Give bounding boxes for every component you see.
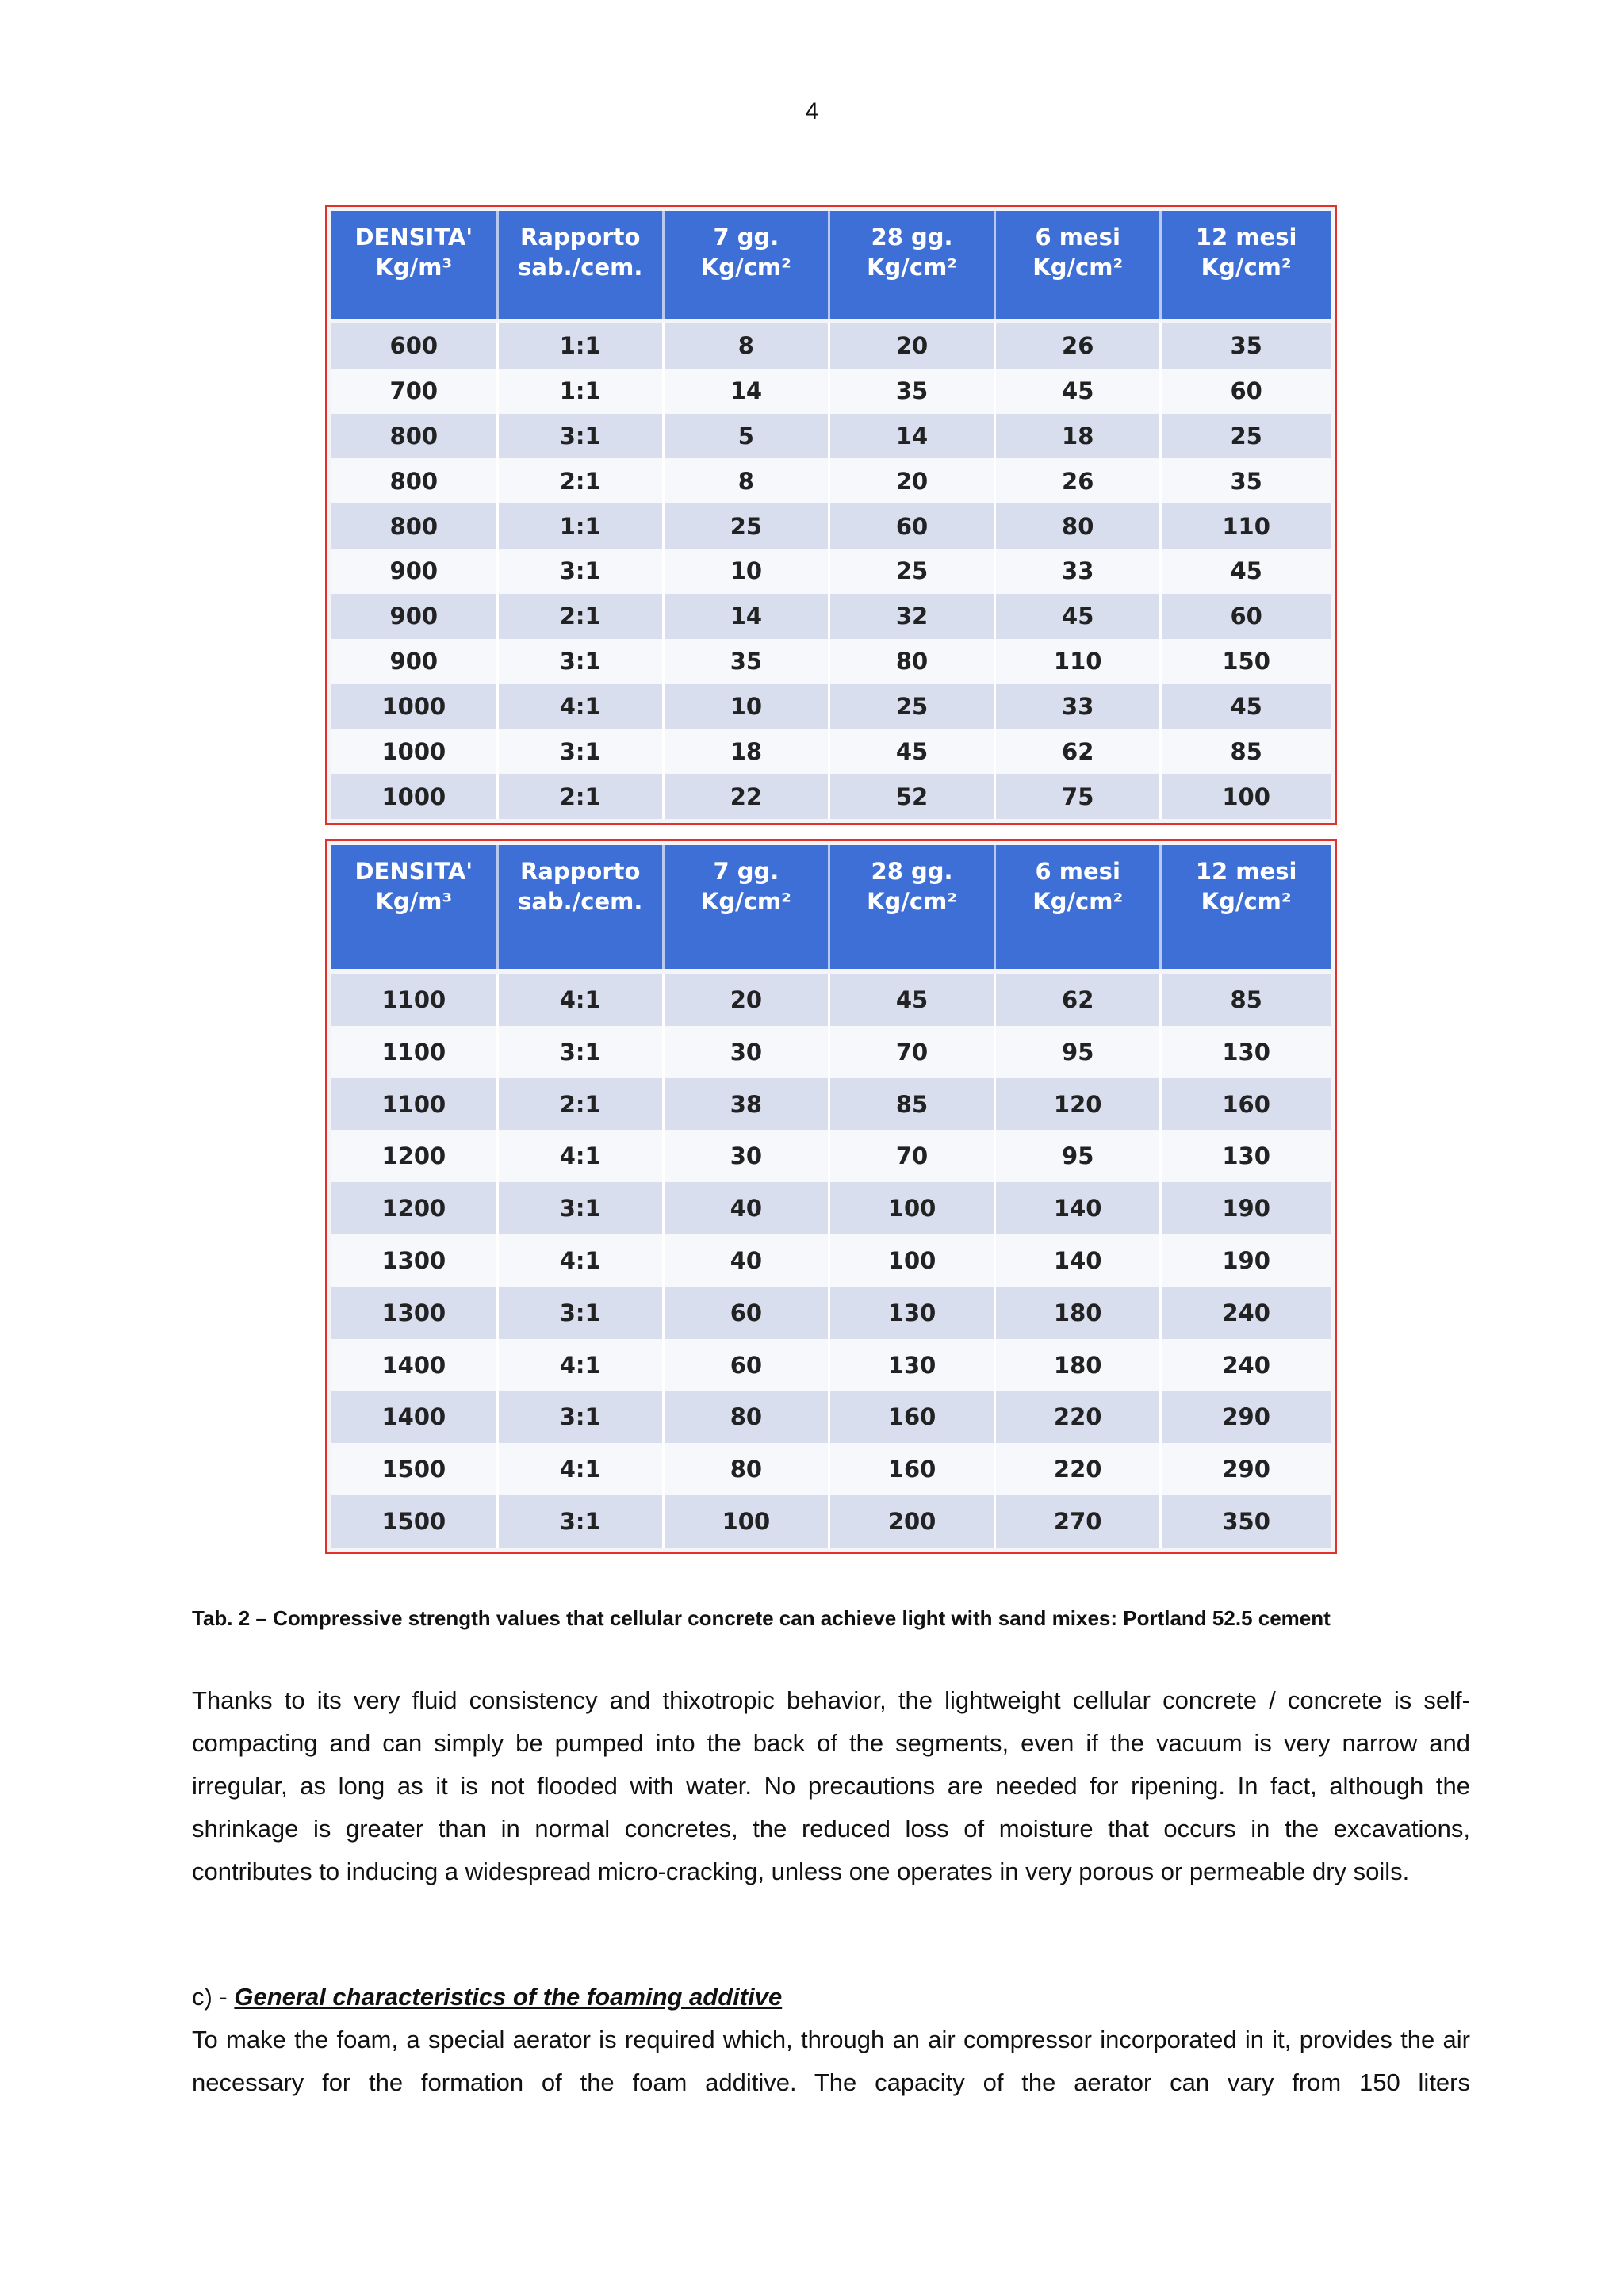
table-cell: 1400 [331,1391,497,1444]
table-cell: 4:1 [497,684,663,729]
table-cell: 60 [1161,369,1331,414]
table-header-row [331,845,1331,969]
table-cell: 33 [995,684,1161,729]
header-ratio: Rapporto sab./cem. [497,211,663,319]
header-12-months: 12 mesi Kg/cm² [1161,845,1331,969]
table-row [331,729,1331,774]
table-cell: 32 [829,594,994,639]
table-cell: 45 [829,974,994,1026]
header-7-days: 7 gg. Kg/cm² [663,211,829,319]
table-cell: 3:1 [497,639,663,684]
table-cell: 100 [663,1495,829,1548]
table-cell: 270 [995,1495,1161,1548]
table-row [331,1026,1331,1078]
table-cell: 4:1 [497,974,663,1026]
table-cell: 3:1 [497,549,663,594]
table-cell: 3:1 [497,1026,663,1078]
table-cell: 180 [995,1287,1161,1339]
table-cell: 10 [663,684,829,729]
table-cell: 62 [995,729,1161,774]
table-row [331,1443,1331,1495]
table-cell: 220 [995,1391,1161,1444]
table-cell: 14 [663,594,829,639]
table-cell: 1200 [331,1182,497,1234]
table-row [331,684,1331,729]
table-cell: 85 [829,1078,994,1131]
table-cell: 18 [663,729,829,774]
table-cell: 1000 [331,774,497,819]
table-cell: 1400 [331,1339,497,1391]
table-cell: 100 [829,1182,994,1234]
table-cell: 1100 [331,974,497,1026]
table-cell: 700 [331,369,497,414]
table-cell: 2:1 [497,774,663,819]
table-cell: 900 [331,639,497,684]
table-row [331,774,1331,819]
table-cell: 95 [995,1026,1161,1078]
table-cell: 70 [829,1130,994,1182]
table-cell: 130 [829,1287,994,1339]
table-cell: 190 [1161,1182,1331,1234]
table-cell: 3:1 [497,1182,663,1234]
strength-table-2-frame [325,839,1337,1554]
strength-table-2-body [331,974,1331,1548]
table-row [331,1078,1331,1131]
table-cell: 62 [995,974,1161,1026]
table-cell: 3:1 [497,1391,663,1444]
table-cell: 1500 [331,1495,497,1548]
table-cell: 4:1 [497,1443,663,1495]
table-cell: 85 [1161,729,1331,774]
table-cell: 18 [995,414,1161,459]
table-cell: 1000 [331,729,497,774]
table-cell: 5 [663,414,829,459]
table-cell: 1:1 [497,369,663,414]
table-cell: 30 [663,1026,829,1078]
table-cell: 900 [331,549,497,594]
table-cell: 40 [663,1182,829,1234]
table-cell: 60 [829,503,994,549]
table-row [331,1130,1331,1182]
table-cell: 110 [1161,503,1331,549]
table-header-row [331,211,1331,319]
table-cell: 38 [663,1078,829,1131]
table-cell: 35 [829,369,994,414]
table-row [331,639,1331,684]
table-cell: 25 [663,503,829,549]
table-cell: 30 [663,1130,829,1182]
table-cell: 2:1 [497,1078,663,1131]
table-cell: 1:1 [497,503,663,549]
table-cell: 80 [995,503,1161,549]
table-cell: 160 [1161,1078,1331,1131]
table-cell: 290 [1161,1391,1331,1444]
strength-table-1-body [331,323,1331,819]
table-cell: 800 [331,458,497,503]
table-cell: 10 [663,549,829,594]
table-cell: 4:1 [497,1234,663,1287]
table-cell: 22 [663,774,829,819]
section-prefix: c) - [192,1983,235,2011]
strength-table-1 [331,211,1331,819]
table-cell: 3:1 [497,729,663,774]
strength-table-2 [331,845,1331,1548]
table-cell: 4:1 [497,1339,663,1391]
table-cell: 80 [663,1391,829,1444]
page-number: 4 [805,98,819,124]
table-cell: 100 [1161,774,1331,819]
table-cell: 2:1 [497,594,663,639]
table-cell: 35 [1161,323,1331,369]
header-28-days: 28 gg. Kg/cm² [829,845,994,969]
table-cell: 800 [331,414,497,459]
table-cell: 3:1 [497,1287,663,1339]
table-row [331,369,1331,414]
table-cell: 20 [663,974,829,1026]
table-cell: 14 [663,369,829,414]
table-cell: 75 [995,774,1161,819]
table-cell: 190 [1161,1234,1331,1287]
table-cell: 2:1 [497,458,663,503]
table-cell: 1100 [331,1078,497,1131]
table-cell: 70 [829,1026,994,1078]
table-cell: 1100 [331,1026,497,1078]
table-cell: 150 [1161,639,1331,684]
section-title: General characteristics of the foaming additive [234,1983,783,2011]
table-row [331,323,1331,369]
header-density: DENSITA' Kg/m³ [331,845,497,969]
table-cell: 45 [1161,684,1331,729]
table-row [331,1391,1331,1444]
table-cell: 600 [331,323,497,369]
table-cell: 160 [829,1443,994,1495]
table-cell: 140 [995,1234,1161,1287]
table-cell: 40 [663,1234,829,1287]
table-row [331,1287,1331,1339]
table-row [331,594,1331,639]
header-28-days: 28 gg. Kg/cm² [829,211,994,319]
table-cell: 3:1 [497,1495,663,1548]
table-cell: 1300 [331,1287,497,1339]
table-row [331,1495,1331,1548]
table-cell: 20 [829,458,994,503]
table-cell: 33 [995,549,1161,594]
table-cell: 160 [829,1391,994,1444]
paragraph-fluidity: Thanks to its very fluid consistency and thixotropic behavior, the lightweight cellular concrete / concrete is self-compacting and can simply be pumped into the back of the segments, even if the vacuum is very narrow and irregular, as long as it is not flooded with water. No precautions are needed for ripening. In fact, although the shrinkage is greater than in normal concretes, the reduced loss of moisture that occurs in the excavations, contributes to inducing a widespread micro-cracking, unless one operates in very porous or permeable dry soils. [192,1686,1470,1885]
table-cell: 45 [1161,549,1331,594]
table-cell: 95 [995,1130,1161,1182]
table-row [331,503,1331,549]
table-cell: 45 [829,729,994,774]
table-cell: 60 [1161,594,1331,639]
strength-table-1-frame [325,205,1337,825]
table-cell: 1500 [331,1443,497,1495]
table-cell: 25 [829,549,994,594]
table-cell: 180 [995,1339,1161,1391]
header-ratio: Rapporto sab./cem. [497,845,663,969]
table-cell: 110 [995,639,1161,684]
table-cell: 240 [1161,1339,1331,1391]
table-cell: 290 [1161,1443,1331,1495]
table-row [331,1234,1331,1287]
table-cell: 4:1 [497,1130,663,1182]
table-cell: 1:1 [497,323,663,369]
table-cell: 60 [663,1339,829,1391]
table-cell: 1200 [331,1130,497,1182]
header-6-months: 6 mesi Kg/cm² [995,845,1161,969]
table-cell: 26 [995,323,1161,369]
header-7-days: 7 gg. Kg/cm² [663,845,829,969]
table-cell: 80 [829,639,994,684]
table-cell: 14 [829,414,994,459]
table-cell: 25 [1161,414,1331,459]
table-row [331,1182,1331,1234]
table-row [331,414,1331,459]
table-cell: 35 [1161,458,1331,503]
table-cell: 350 [1161,1495,1331,1548]
table-cell: 130 [1161,1130,1331,1182]
table-cell: 1300 [331,1234,497,1287]
table-cell: 45 [995,369,1161,414]
table-cell: 130 [829,1339,994,1391]
table-cell: 130 [1161,1026,1331,1078]
table-cell: 8 [663,323,829,369]
table-cell: 26 [995,458,1161,503]
table-cell: 20 [829,323,994,369]
table-cell: 3:1 [497,414,663,459]
table-cell: 240 [1161,1287,1331,1339]
table-cell: 25 [829,684,994,729]
table-cell: 120 [995,1078,1161,1131]
table-caption: Tab. 2 – Compressive strength values that cellular concrete can achieve light with sand mixes: Portland 52.5 cement [192,1606,1331,1630]
table-cell: 220 [995,1443,1161,1495]
header-12-months: 12 mesi Kg/cm² [1161,211,1331,319]
table-cell: 100 [829,1234,994,1287]
header-density: DENSITA' Kg/m³ [331,211,497,319]
table-cell: 45 [995,594,1161,639]
table-cell: 8 [663,458,829,503]
table-row [331,549,1331,594]
table-cell: 35 [663,639,829,684]
table-cell: 80 [663,1443,829,1495]
table-cell: 140 [995,1182,1161,1234]
table-cell: 60 [663,1287,829,1339]
table-row [331,974,1331,1026]
section-heading [192,1976,782,2019]
table-cell: 900 [331,594,497,639]
table-cell: 200 [829,1495,994,1548]
table-cell: 800 [331,503,497,549]
table-row [331,458,1331,503]
table-cell: 52 [829,774,994,819]
header-6-months: 6 mesi Kg/cm² [995,211,1161,319]
table-cell: 1000 [331,684,497,729]
paragraph-foam: To make the foam, a special aerator is required which, through an air compressor incorporated in it, provides the air necessary for the formation of the foam additive. The capacity of the aerator can vary from 150 liters [192,2026,1470,2096]
table-row [331,1339,1331,1391]
table-cell: 85 [1161,974,1331,1026]
